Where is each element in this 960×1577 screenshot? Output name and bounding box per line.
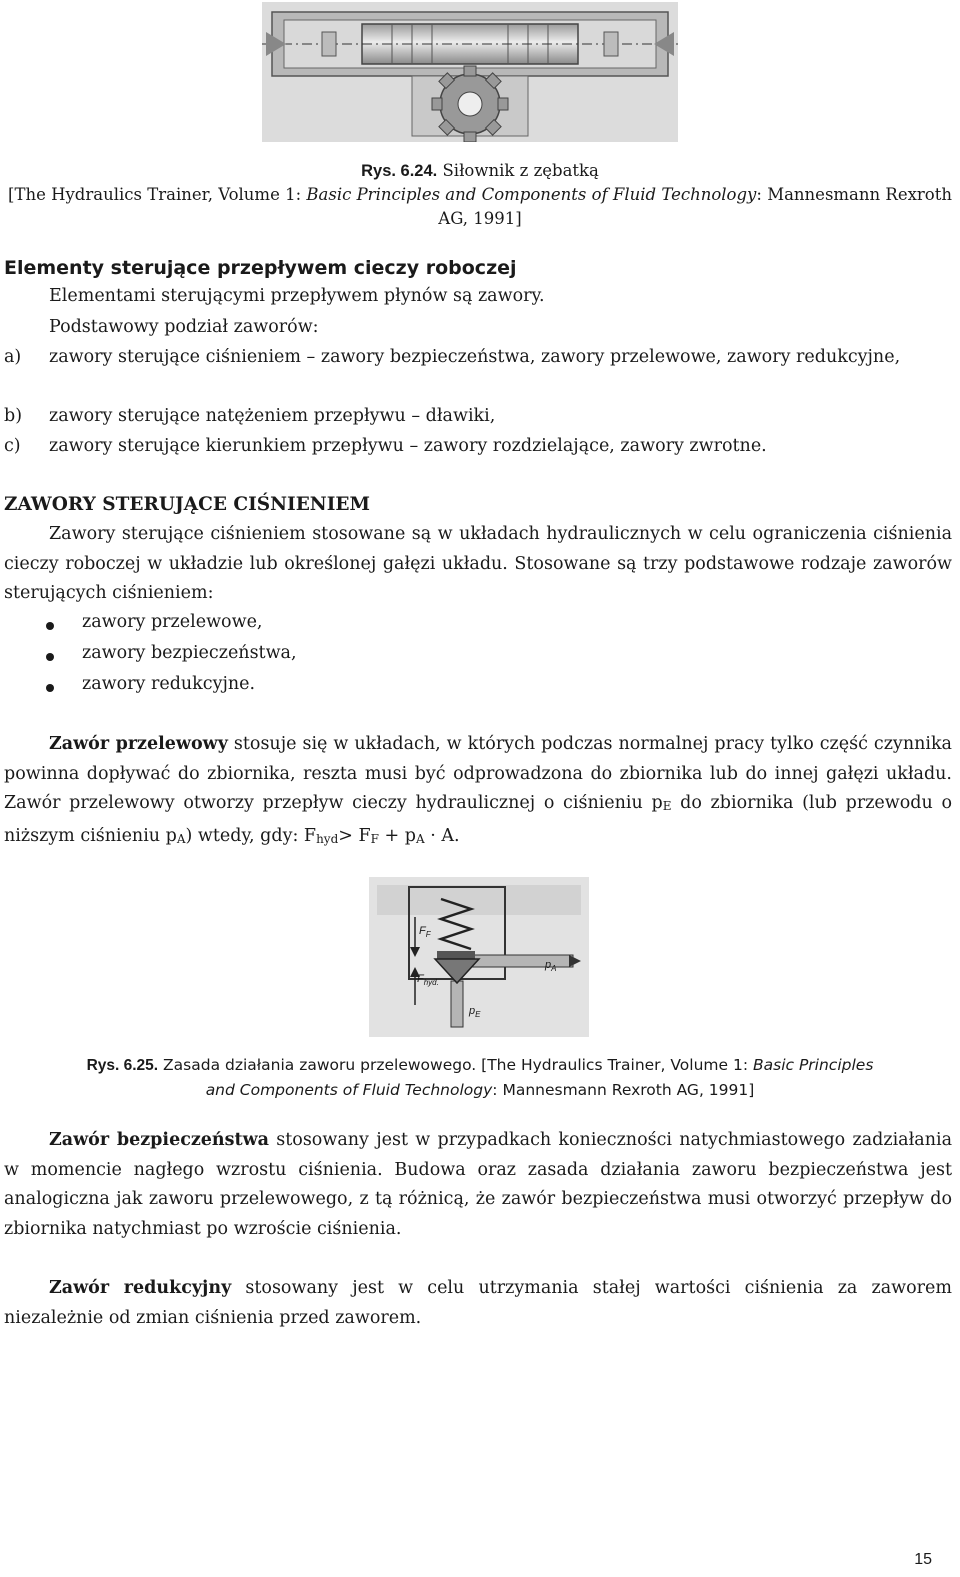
bullet-text: zawory bezpieczeństwa, [82,643,297,663]
figure-caption-6-24 [0,159,960,231]
overflow-text: + p [378,825,416,846]
label-pa-sub: A [551,964,557,974]
bullet-dot [46,622,54,630]
list-marker: c) [4,436,21,456]
list-text: zawory sterujące natężeniem przepływu – dławiki, [49,406,496,426]
safety-valve-paragraph [4,1126,952,1244]
bullet-dot [46,653,54,661]
source-open: [The Hydraulics Trainer, Volume 1: [8,185,307,204]
label-pa [545,959,556,973]
subscript: hyd [316,831,339,846]
subscript: F [370,831,379,846]
label-pe-sub: E [475,1010,481,1020]
section-heading-pressure: ZAWORY STERUJĄCE CIŚNIENIEM [4,494,370,515]
label-fhyd-main: F [417,973,424,985]
subscript: E [662,799,672,813]
label-ff-sub: F [425,930,431,940]
label-pa-main: p [545,959,552,971]
term-safety-valve: Zawór bezpieczeństwa [49,1130,269,1150]
overflow-text: do zbiornika (lub przewodu o niższym ciśnieniu p [4,793,952,846]
overflow-text: ) wtedy, gdy: F [185,825,317,846]
label-ff [419,925,431,939]
term-overflow-valve: Zawór przelewowy [49,734,228,754]
section-heading: Elementy sterujące przepływem cieczy roboczej [4,257,517,279]
bullet-text: zawory redukcyjne. [82,674,256,694]
overflow-text: > F [338,825,371,846]
figure-caption-6-25 [0,1053,960,1102]
subscript: A [415,831,425,846]
label-fhyd [417,973,439,987]
overflow-text: · A. [424,825,460,846]
source-open: [The Hydraulics Trainer, Volume 1: [481,1056,753,1074]
label-pe [469,1005,480,1019]
figure-label: Rys. 6.25. [86,1057,159,1074]
bullet-text: zawory przelewowe, [82,612,263,632]
figure-title: Siłownik z zębatką [437,161,599,180]
reducing-text: stosowany jest w celu utrzymania stałej wartości ciśnienia za zaworem niezależnie od zmian ciśnienia przed zaworem. [4,1278,952,1328]
source-title: Basic Principles [753,1056,874,1074]
overflow-text: stosuje się w układach, w których podczas normalnej pracy tylko część czynnika powinna dopływać do zbiornika, reszta musi być odprowadzona do zbiornika lub do innej gałęzi układu. Zawór przelewowy otworzy przepływ cieczy hydraulicznej o ciśnieniu p [4,734,952,813]
source-close: : Mannesmann Rexroth AG, 1991] [438,185,952,228]
pressure-paragraph: Zawory sterujące ciśnieniem stosowane są w układach hydraulicznych w celu ograniczenia ciśnienia cieczy roboczej w układzie lub określonej gałęzi układu. Stosowane są trzy podstawowe rodzaje zaworów sterujących ciśnieniem: [4,524,952,603]
safety-text: stosowany jest w przypadkach konieczności natychmiastowego zadziałania w momencie nagłego wzrostu ciśnienia. Budowa oraz zasada działania zaworu bezpieczeństwa jest analogiczna jak zaworu przelewowego, z tą różnicą, że zawór bezpieczeństwa musi otworzyć przepływ do zbiornika natychmiast po wzroście ciśnienia. [4,1130,953,1239]
list-marker: a) [4,347,22,367]
overflow-valve-paragraph [4,730,952,854]
figure-overflow-valve [369,877,589,1037]
label-ff-main: F [419,925,426,937]
label-fhyd-sub: hyd. [423,978,439,988]
subscript: A [176,831,186,846]
source-title: and Components of Fluid Technology [205,1081,493,1099]
term-reducing-valve: Zawór redukcyjny [49,1278,232,1298]
figure-rack-pinion-cylinder [262,2,678,142]
bullet-dot [46,684,54,692]
reducing-valve-paragraph [4,1274,952,1333]
label-pe-main: p [469,1005,476,1017]
list-marker: b) [4,406,23,426]
source-close: : Mannesmann Rexroth AG, 1991] [492,1081,755,1099]
page-number: 15 [914,1551,932,1568]
figure-label: Rys. 6.24. [361,162,438,180]
figure-title: Zasada działania zaworu przelewowego. [158,1056,482,1074]
division-label: Podstawowy podział zaworów: [49,317,319,337]
source-title: Basic Principles and Components of Fluid Technology [306,185,757,204]
list-text: zawory sterujące kierunkiem przepływu – zawory rozdzielające, zawory zwrotne. [49,436,767,456]
list-text: zawory sterujące ciśnieniem – zawory bezpieczeństwa, zawory przelewowe, zawory redukcyjne, [49,347,901,367]
intro-text: Elementami sterującymi przepływem płynów są zawory. [49,286,545,306]
